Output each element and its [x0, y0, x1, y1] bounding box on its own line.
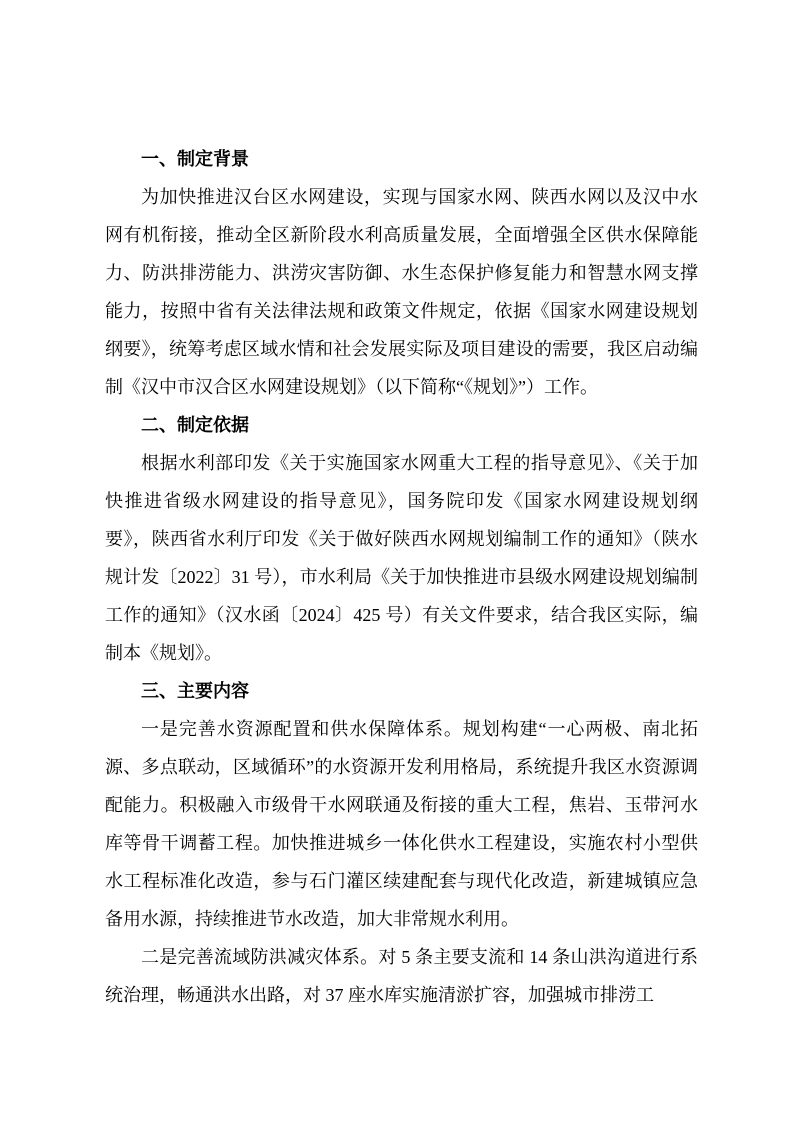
paragraph-background: 为加快推进汉台区水网建设，实现与国家水网、陕西水网以及汉中水网有机衔接，推动全区新阶段水利高质量发展，全面增强全区供水保障能力、防洪排涝能力、洪涝灾害防御、水生态保护修复能力和智慧水网支撑能力，按照中省有关法律法规和政策文件规定，依据《国家水网建设规划纲要》，统筹考虑区域水情和社会发展实际及项目建设的需要，我区启动编制《汉中市汉合区水网建设规划》（以下简称“《规划》”）工作。	[105, 187, 698, 397]
document-content	[105, 140, 698, 1014]
heading-background: 一、制定背景	[141, 149, 249, 169]
paragraph-water-supply-system: 一是完善水资源配置和供水保障体系。规划构建“一心两极、南北拓源、多点联动，区域循环”的水资源开发利用格局，系统提升我区水资源调配能力。积极融入市级骨干水网联通及衔接的重大工程，焦岩、玉带河水库等骨干调蓄工程。加快推进城乡一体化供水工程建设，实施农村小型供水工程标准化改造，参与石门灌区续建配套与现代化改造，新建城镇应急备用水源，持续推进节水改造，加大非常规水利用。	[105, 719, 698, 929]
heading-main-content: 三、主要内容	[141, 681, 249, 701]
paragraph-flood-control-system: 二是完善流域防洪减灾体系。对 5 条主要支流和 14 条山洪沟道进行系统治理，畅通洪水出路，对 37 座水库实施清淤扩容，加强城市排涝工	[105, 947, 698, 1005]
heading-basis: 二、制定依据	[141, 415, 249, 435]
paragraph-basis: 根据水利部印发《关于实施国家水网重大工程的指导意见》、《关于加快推进省级水网建设的指导意见》，国务院印发《国家水网建设规划纲要》，陕西省水利厅印发《关于做好陕西水网规划编制工作的通知》（陕水规计发〔2022〕31 号），市水利局《关于加快推进市县级水网建设规划编制工作的通知》（汉水函〔2024〕425 号）有关文件要求，结合我区实际，编制本《规划》。	[105, 453, 698, 663]
